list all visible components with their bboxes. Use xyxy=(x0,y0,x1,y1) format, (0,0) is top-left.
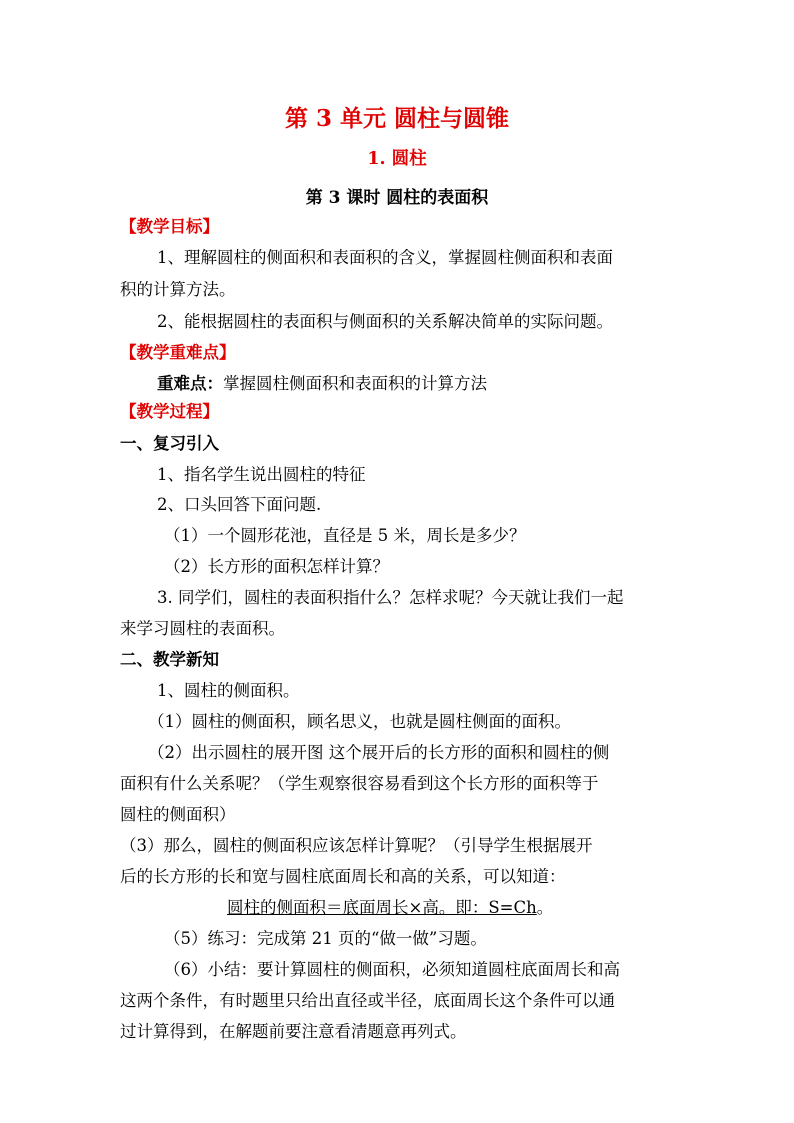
part1-item-2: 2、口头回答下面问题. xyxy=(157,495,322,514)
key-points-text xyxy=(157,373,487,395)
part2-paragraph-6-line-2: 这两个条件，有时题里只给出直径或半径，底面周长这个条件可以通 xyxy=(120,991,615,1010)
formula-line xyxy=(227,897,553,919)
part2-item-1: 1、圆柱的侧面积。 xyxy=(157,681,300,700)
part2-paragraph-6-line-1: （6）小结：要计算圆柱的侧面积，必须知道圆柱底面周长和高 xyxy=(164,960,620,979)
objective-1-line-1: 1、理解圆柱的侧面积和表面积的含义，掌握圆柱侧面积和表面 xyxy=(157,248,613,267)
part1-item-3-line-2: 来学习圆柱的表面积。 xyxy=(120,619,285,638)
part2-paragraph-1: （1）圆柱的侧面积，顾名思义，也就是圆柱侧面的面积。 xyxy=(148,712,571,731)
key-points-label: 重难点： xyxy=(157,374,223,393)
part1-item-1: 1、指名学生说出圆柱的特征 xyxy=(157,465,366,484)
part2-heading: 二、教学新知 xyxy=(120,650,219,669)
lateral-area-formula: 圆柱的侧面积＝底面周长×高。即：S=Ch xyxy=(227,898,537,917)
key-points-content: 掌握圆柱侧面积和表面积的计算方法 xyxy=(223,374,487,393)
part1-heading: 一、复习引入 xyxy=(120,434,219,453)
formula-period: 。 xyxy=(536,898,554,917)
objective-1-line-2: 积的计算方法。 xyxy=(120,280,236,299)
key-points-heading: 【教学重难点】 xyxy=(120,343,236,362)
lesson-title: 第 3 课时 圆柱的表面积 xyxy=(305,188,489,208)
objectives-heading: 【教学目标】 xyxy=(120,217,219,236)
process-heading: 【教学过程】 xyxy=(120,402,219,421)
section-title: 1. 圆柱 xyxy=(367,149,427,169)
part2-paragraph-3-line-1: （3）那么，圆柱的侧面积应该怎样计算呢？（引导学生根据展开 xyxy=(120,836,593,855)
part1-question-1: （1）一个圆形花池，直径是 5 米，周长是多少？ xyxy=(164,526,526,545)
part1-item-3-line-1: 3. 同学们，圆柱的表面积指什么？怎样求呢？今天就让我们一起 xyxy=(157,588,624,607)
part2-paragraph-6-line-3: 过计算得到，在解题前要注意看清题意再列式。 xyxy=(120,1022,467,1041)
part2-paragraph-2-line-1: （2）出示圆柱的展开图 这个展开后的长方形的面积和圆柱的侧 xyxy=(148,743,610,762)
unit-title: 第 3 单元 圆柱与圆锥 xyxy=(284,105,510,132)
part2-paragraph-5: （5）练习：完成第 21 页的“做一做”习题。 xyxy=(164,929,487,948)
part1-question-2: （2）长方形的面积怎样计算？ xyxy=(164,557,389,576)
part2-paragraph-2-line-3: 圆柱的侧面积） xyxy=(120,805,236,824)
objective-2: 2、能根据圆柱的表面积与侧面积的关系解决简单的实际问题。 xyxy=(157,312,613,331)
part2-paragraph-2-line-2: 面积有什么关系呢？（学生观察很容易看到这个长方形的面积等于 xyxy=(120,774,599,793)
part2-paragraph-3-line-2: 后的长方形的长和宽与圆柱底面周长和高的关系，可以知道： xyxy=(120,867,566,886)
